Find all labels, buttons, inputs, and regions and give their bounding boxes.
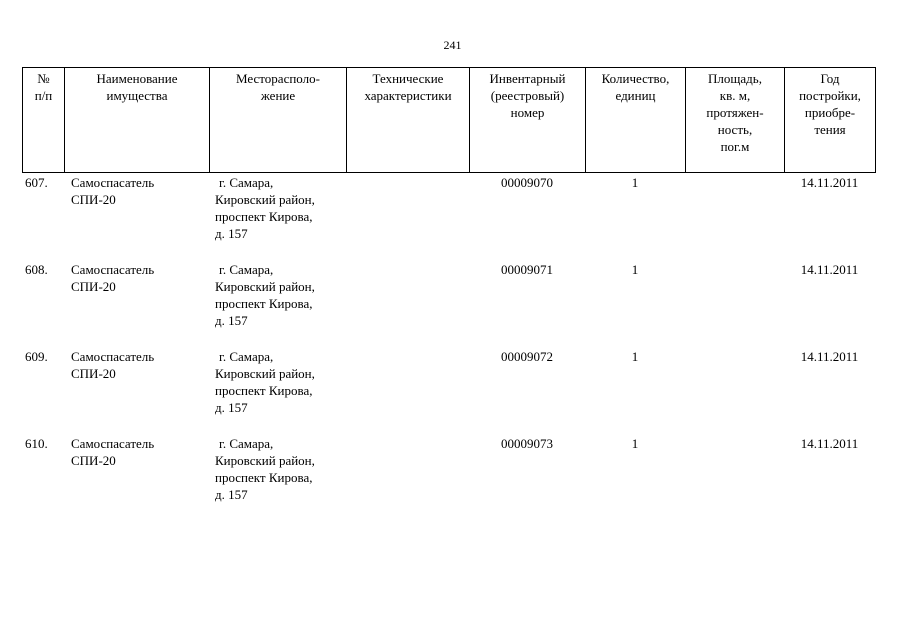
item-technical xyxy=(346,261,469,348)
table-row xyxy=(22,435,875,522)
item-area xyxy=(685,261,784,348)
table-row xyxy=(22,261,875,348)
column-header-technical: Технические характеристики xyxy=(347,68,470,173)
item-name xyxy=(64,348,209,435)
item-inventory-number: 00009070 xyxy=(501,175,553,190)
table-row xyxy=(22,348,875,435)
item-location-line: д. 157 xyxy=(215,226,248,241)
item-location-line: Кировский район, xyxy=(215,366,315,381)
item-location-line: д. 157 xyxy=(215,400,248,415)
column-header-quantity: Количество, единиц xyxy=(586,68,686,173)
table-row xyxy=(22,174,875,261)
item-name-line: СПИ-20 xyxy=(71,366,116,381)
item-location-line: г. Самара, xyxy=(219,349,274,364)
item-location-line: г. Самара, xyxy=(219,262,274,277)
item-location-line: д. 157 xyxy=(215,313,248,328)
item-location xyxy=(209,174,346,261)
item-name-line: СПИ-20 xyxy=(71,192,116,207)
item-location-line: проспект Кирова, xyxy=(215,470,313,485)
item-name xyxy=(64,435,209,522)
item-year: 14.11.2011 xyxy=(800,262,859,277)
item-name xyxy=(64,261,209,348)
item-quantity: 1 xyxy=(631,349,639,364)
item-year: 14.11.2011 xyxy=(800,349,859,364)
item-name xyxy=(64,174,209,261)
item-location-line: проспект Кирова, xyxy=(215,209,313,224)
item-year: 14.11.2011 xyxy=(800,175,859,190)
item-location-line: Кировский район, xyxy=(215,192,315,207)
row-number: 607. xyxy=(25,175,48,190)
page-number: 241 xyxy=(443,38,462,52)
item-technical xyxy=(346,435,469,522)
item-location-line: г. Самара, xyxy=(219,436,274,451)
table-header xyxy=(22,67,876,173)
table-body xyxy=(22,174,875,522)
item-name-line: Самоспасатель xyxy=(71,262,155,277)
item-technical xyxy=(346,348,469,435)
item-location-line: г. Самара, xyxy=(219,175,274,190)
item-location-line: проспект Кирова, xyxy=(215,296,313,311)
item-name-line: Самоспасатель xyxy=(71,349,155,364)
item-name-line: СПИ-20 xyxy=(71,279,116,294)
column-header-area: Площадь, кв. м, протяжен- ность, пог.м xyxy=(686,68,785,173)
item-area xyxy=(685,435,784,522)
column-header-inventory: Инвентарный (реестровый) номер xyxy=(470,68,586,173)
column-header-number: № п/п xyxy=(23,68,65,173)
item-inventory-number: 00009072 xyxy=(501,349,553,364)
item-name-line: СПИ-20 xyxy=(71,453,116,468)
item-quantity: 1 xyxy=(631,175,639,190)
item-quantity: 1 xyxy=(631,262,639,277)
item-inventory-number: 00009073 xyxy=(501,436,553,451)
item-location-line: Кировский район, xyxy=(215,279,315,294)
item-location xyxy=(209,435,346,522)
item-area xyxy=(685,348,784,435)
item-location-line: д. 157 xyxy=(215,487,248,502)
item-name-line: Самоспасатель xyxy=(71,436,155,451)
item-location-line: проспект Кирова, xyxy=(215,383,313,398)
item-location xyxy=(209,261,346,348)
column-header-location: Месторасполо- жение xyxy=(210,68,347,173)
row-number: 609. xyxy=(25,349,48,364)
item-inventory-number: 00009071 xyxy=(501,262,553,277)
row-number: 610. xyxy=(25,436,48,451)
column-header-year: Год постройки, приобре- тения xyxy=(785,68,876,173)
column-header-name: Наименование имущества xyxy=(65,68,210,173)
item-quantity: 1 xyxy=(631,436,639,451)
item-name-line: Самоспасатель xyxy=(71,175,155,190)
item-year: 14.11.2011 xyxy=(800,436,859,451)
item-location-line: Кировский район, xyxy=(215,453,315,468)
row-number: 608. xyxy=(25,262,48,277)
item-area xyxy=(685,174,784,261)
item-location xyxy=(209,348,346,435)
item-technical xyxy=(346,174,469,261)
